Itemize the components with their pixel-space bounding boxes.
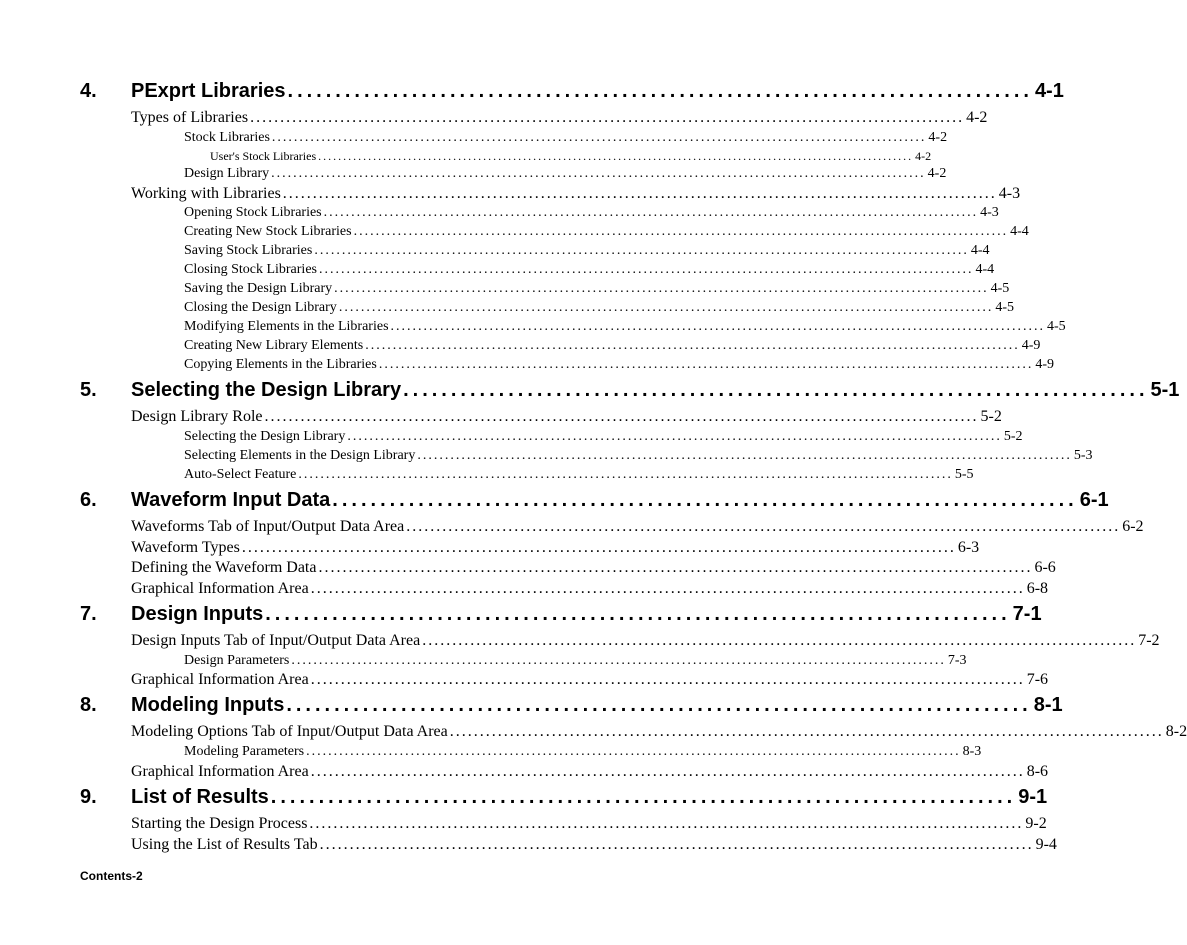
dot-leader: ....................................................................................................................... [264,408,979,425]
toc-page-number: 5-3 [1073,448,1093,463]
dot-leader: ....................................................................................................................... [365,338,1020,353]
toc-section-entry[interactable] [131,518,1144,536]
toc-entry-title: Selecting Elements in the Design Library [184,448,416,463]
toc-page-number: 4-2 [915,149,932,163]
toc-subsection-entry[interactable] [184,281,1010,297]
dot-leader: .............................................................................. [265,603,1011,625]
toc-section-entry[interactable] [131,763,1049,781]
dot-leader: ....................................................................................................................... [282,185,997,202]
dot-leader: ....................................................................................................................... [319,262,974,277]
toc-entry-title: List of Results [131,786,269,808]
toc-entry-title: Types of Libraries [131,109,249,126]
toc-page-number: 5-2 [1003,429,1023,444]
toc-entry-title: Creating New Library Elements [184,338,364,353]
toc-page-number: 4-5 [995,300,1014,315]
toc-entry-title: Graphical Information Area [131,580,309,597]
toc-entry-title: Modeling Inputs [131,694,285,716]
dot-leader: ....................................................................................................................... [310,671,1025,688]
toc-entry-title: Modifying Elements in the Libraries [184,319,389,334]
toc-subsection-entry[interactable] [184,300,1014,316]
toc-entry-title: Stock Libraries [184,130,270,145]
toc-subsection-entry[interactable] [184,653,967,669]
toc-entry-title: Waveforms Tab of Input/Output Data Area [131,518,405,535]
dot-leader: ....................................................................................................................... [241,539,956,556]
dot-leader: ....................................................................................................................... [406,518,1121,535]
toc-entry-title: Design Library Role [131,408,263,425]
toc-entry-title: Copying Elements in the Libraries [184,357,377,372]
dot-leader: ....................................................................................................................... [250,109,965,126]
toc-page-number: 9-4 [1035,836,1057,853]
toc-entry-title: Opening Stock Libraries [184,205,322,220]
toc-entry-title: Design Library [184,166,270,181]
toc-page-number: 4-9 [1035,357,1055,372]
dot-leader: ....................................................................................................................... [334,281,989,296]
toc-page-number: 8-3 [962,744,982,759]
toc-page-number: 4-9 [1021,338,1041,353]
toc-chapter-entry[interactable] [131,603,1042,626]
toc-entry-title: Modeling Options Tab of Input/Output Data Area [131,723,448,740]
toc-section-entry[interactable] [131,836,1057,854]
toc-subsection-entry[interactable] [184,357,1055,373]
toc-entry-title: Closing Stock Libraries [184,262,317,277]
toc-page-number: 8-6 [1026,763,1049,780]
dot-leader: ....................................................................................................................... [422,632,1137,649]
toc-page-number: 9-1 [1018,786,1048,808]
toc-page-number: 4-3 [980,205,999,220]
toc-entry-title: Saving the Design Library [184,281,333,296]
toc-page-number: 6-6 [1034,559,1056,576]
dot-leader: ....................................................................................................................... [318,559,1033,576]
toc-page-number: 5-5 [954,467,974,482]
toc-subsection-entry[interactable] [184,243,990,259]
toc-section-entry[interactable] [131,559,1056,577]
toc-entry-title: Selecting the Design Library [184,429,346,444]
toc-section-entry[interactable] [131,723,1187,741]
toc-entry-title: Closing the Design Library [184,300,337,315]
dot-leader: ....................................................................................................................... [417,448,1072,463]
dot-leader: ....................................................................................................................... [449,723,1164,740]
toc-subsubsection-entry[interactable] [210,149,932,164]
dot-leader: ....................................................................................................................... [338,300,994,315]
dot-leader: ....................................................................................................................... [271,166,926,181]
toc-entry-title: Auto-Select Feature [184,467,297,482]
toc-page-number: 4-3 [998,185,1021,202]
toc-entry-title: Design Inputs Tab of Input/Output Data Area [131,632,421,649]
toc-subsection-entry[interactable] [184,448,1093,464]
toc-section-entry[interactable] [131,632,1160,650]
toc-entry-title: Waveform Input Data [131,489,331,511]
toc-section-entry[interactable] [131,408,1002,426]
toc-page-number: 4-1 [1034,80,1064,102]
toc-entry-title: PExprt Libraries [131,80,286,102]
toc-subsection-entry[interactable] [184,262,995,278]
toc-chapter-entry[interactable] [131,489,1109,512]
dot-leader: ....................................................................................................................... [378,357,1034,372]
toc-subsection-entry[interactable] [184,429,1023,445]
dot-leader: .............................................................................. [286,694,1032,716]
toc-section-entry[interactable] [131,580,1049,598]
toc-page-number: 7-1 [1012,603,1042,625]
chapter-number: 7. [80,603,97,625]
toc-page-number: 6-1 [1079,489,1109,511]
toc-section-entry[interactable] [131,185,1021,203]
toc-subsection-entry[interactable] [184,166,947,182]
toc-subsection-entry[interactable] [184,130,948,146]
toc-entry-title: Design Inputs [131,603,264,625]
toc-page-number: 4-2 [927,166,947,181]
toc-page-number: 8-2 [1165,723,1187,740]
dot-leader: ....................................................................................................................... [271,130,927,145]
dot-leader: ....................................................................................................................... [318,149,914,163]
dot-leader: ....................................................................................................................... [314,243,969,258]
toc-page-number: 9-2 [1025,815,1047,832]
toc-entry-title: Using the List of Results Tab [131,836,318,853]
dot-leader: ....................................................................................................................... [319,836,1034,853]
toc-entry-title: Design Parameters [184,653,290,668]
toc-page-number: 5-2 [980,408,1002,425]
toc-subsection-entry[interactable] [184,467,974,483]
toc-entry-title: Working with Libraries [131,185,281,202]
toc-chapter-entry[interactable] [131,80,1064,103]
chapter-number: 4. [80,80,97,102]
toc-page-number: 6-2 [1122,518,1144,535]
toc-page-number: 7-6 [1026,671,1049,688]
dot-leader: ....................................................................................................................... [310,580,1025,597]
toc-entry-title: Creating New Stock Libraries [184,224,352,239]
toc-entry-title: Defining the Waveform Data [131,559,317,576]
toc-section-entry[interactable] [131,539,980,557]
toc-page-number: 4-2 [966,109,988,126]
toc-subsection-entry[interactable] [184,224,1029,240]
toc-subsection-entry[interactable] [184,338,1041,354]
toc-section-entry[interactable] [131,109,988,127]
toc-subsection-entry[interactable] [184,205,999,221]
toc-page-number: 7-3 [947,653,967,668]
dot-leader: ....................................................................................................................... [353,224,1009,239]
dot-leader: ....................................................................................................................... [298,467,953,482]
toc-page-number: 7-2 [1138,632,1160,649]
toc-entry-title: User's Stock Libraries [210,149,317,163]
toc-page-number: 5-1 [1150,379,1180,401]
page-footer: Contents-2 [80,869,143,883]
toc-page-number: 4-4 [970,243,990,258]
toc-entry-title: Graphical Information Area [131,763,309,780]
toc-subsection-entry[interactable] [184,319,1066,335]
toc-chapter-entry[interactable] [131,786,1048,809]
toc-page-number: 4-5 [990,281,1010,296]
chapter-number: 6. [80,489,97,511]
chapter-number: 5. [80,379,97,401]
toc-entry-title: Graphical Information Area [131,671,309,688]
toc-chapter-entry[interactable] [131,694,1063,717]
toc-entry-title: Waveform Types [131,539,240,556]
toc-page-number: 4-5 [1047,319,1066,334]
toc-entry-title: Starting the Design Process [131,815,308,832]
toc-entry-title: Modeling Parameters [184,744,305,759]
chapter-number: 9. [80,786,97,808]
dot-leader: .............................................................................. [332,489,1078,511]
toc-subsection-entry[interactable] [184,744,982,760]
chapter-number: 8. [80,694,97,716]
dot-leader: ....................................................................................................................... [310,763,1025,780]
toc-page-number: 4-4 [1010,224,1029,239]
dot-leader: ....................................................................................................................... [390,319,1046,334]
toc-chapter-entry[interactable] [131,379,1180,402]
toc-section-entry[interactable] [131,671,1049,689]
dot-leader: ....................................................................................................................... [291,653,946,668]
toc-section-entry[interactable] [131,815,1047,833]
dot-leader: .............................................................................. [403,379,1149,401]
toc-page-number: 4-4 [975,262,995,277]
toc-entry-title: Saving Stock Libraries [184,243,313,258]
dot-leader: ....................................................................................................................... [309,815,1024,832]
toc-page-number: 6-8 [1026,580,1049,597]
dot-leader: ....................................................................................................................... [306,744,961,759]
dot-leader: ....................................................................................................................... [347,429,1002,444]
dot-leader: ....................................................................................................................... [323,205,979,220]
dot-leader: .............................................................................. [270,786,1017,808]
toc-entry-title: Selecting the Design Library [131,379,402,401]
toc-page-number: 4-2 [928,130,948,145]
toc-page-number: 6-3 [957,539,980,556]
toc-page-number: 8-1 [1033,694,1063,716]
dot-leader: .............................................................................. [287,80,1033,102]
